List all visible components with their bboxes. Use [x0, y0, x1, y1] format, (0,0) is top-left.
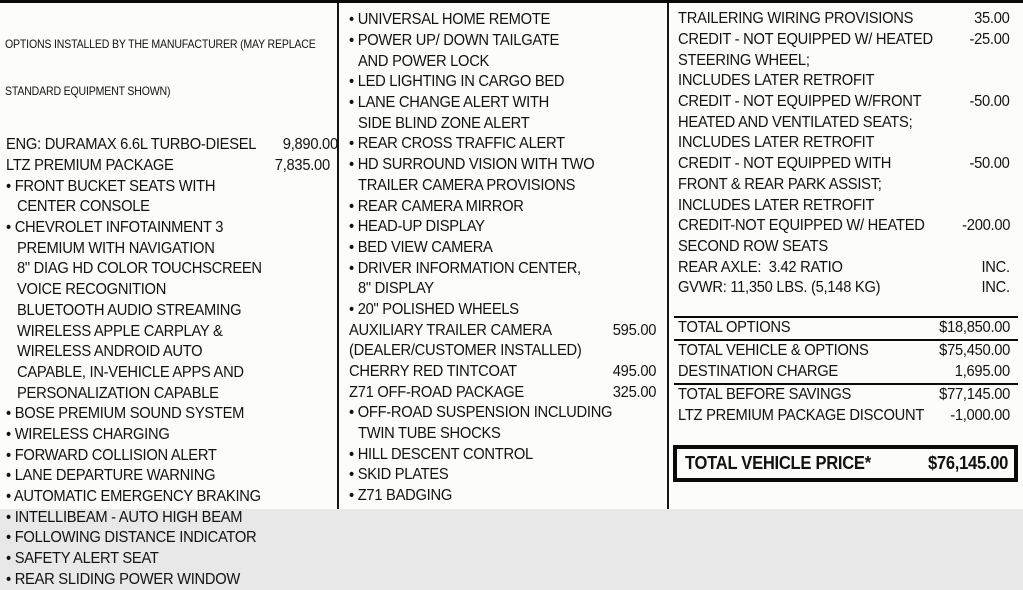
options-list-3 — [669, 3, 1023, 299]
option-text: • FRONT BUCKET SEATS WITH — [6, 177, 216, 195]
option-price: 595.00 — [613, 321, 657, 339]
option-text: • HD SURROUND VISION WITH TWO — [349, 156, 595, 174]
option-text: CREDIT - NOT EQUIPPED W/ HEATED — [677, 31, 933, 49]
option-text: CHERRY RED TINTCOAT — [349, 363, 517, 381]
option-line — [0, 156, 337, 177]
total-vehicle-options-label: TOTAL VEHICLE & OPTIONS — [677, 342, 869, 360]
option-line — [339, 155, 667, 176]
option-text: SIDE BLIND ZONE ALERT — [358, 114, 530, 132]
option-line — [669, 112, 1023, 133]
option-text: • REAR CAMERA MIRROR — [349, 197, 524, 215]
total-options-row — [674, 316, 1018, 341]
total-vehicle-options-value: $75,450.00 — [939, 342, 1010, 360]
option-text: • INTELLIBEAM - AUTO HIGH BEAM — [6, 508, 243, 526]
options-list-2 — [339, 3, 667, 507]
option-line — [339, 300, 667, 321]
option-text: • FOLLOWING DISTANCE INDICATOR — [6, 529, 257, 547]
destination-charge-row — [674, 362, 1018, 385]
ltz-discount-value: -1,000.00 — [950, 407, 1010, 425]
ltz-discount-row — [674, 406, 1018, 427]
option-line — [669, 278, 1023, 299]
option-line — [339, 444, 667, 465]
option-line — [669, 92, 1023, 113]
option-text: VOICE RECOGNITION — [17, 281, 167, 299]
option-line — [339, 196, 667, 217]
option-line — [0, 363, 337, 384]
option-text: WIRELESS ANDROID AUTO — [17, 343, 203, 361]
option-text: • UNIVERSAL HOME REMOTE — [349, 11, 551, 29]
option-text: 8" DIAG HD COLOR TOUCHSCREEN — [17, 260, 262, 278]
option-text: • BED VIEW CAMERA — [349, 238, 493, 256]
options-header-line1: OPTIONS INSTALLED BY THE MANUFACTURER (MAY REPLACE — [5, 37, 316, 51]
option-text: • SAFETY ALERT SEAT — [6, 550, 159, 568]
option-line — [669, 257, 1023, 278]
option-line — [0, 176, 337, 197]
option-price: INC. — [981, 279, 1010, 297]
option-text: REAR AXLE: 3.42 RATIO — [677, 258, 843, 276]
total-vehicle-price-box — [673, 445, 1018, 482]
option-price: 35.00 — [974, 10, 1010, 28]
destination-charge-label: DESTINATION CHARGE — [677, 363, 838, 381]
option-text: • LANE CHANGE ALERT WITH — [349, 94, 550, 112]
option-line — [669, 216, 1023, 237]
option-price: -50.00 — [969, 93, 1010, 111]
option-line — [339, 93, 667, 114]
options-column-1 — [0, 3, 339, 588]
option-text: • SKID PLATES — [349, 466, 449, 484]
option-line — [339, 279, 667, 300]
options-header-line2: STANDARD EQUIPMENT SHOWN) — [5, 83, 171, 98]
option-line — [669, 237, 1023, 258]
option-line — [339, 134, 667, 155]
option-text: • LED LIGHTING IN CARGO BED — [349, 73, 565, 91]
option-text: AUXILIARY TRAILER CAMERA — [349, 321, 552, 339]
option-line — [339, 382, 667, 403]
option-price: -50.00 — [969, 155, 1010, 173]
total-before-savings-label: TOTAL BEFORE SAVINGS — [677, 386, 851, 404]
options-column-3 — [669, 3, 1023, 509]
option-line — [0, 487, 337, 508]
option-text: Z71 OFF-ROAD PACKAGE — [349, 383, 524, 401]
option-line — [0, 425, 337, 446]
option-line — [339, 465, 667, 486]
option-text: • Z71 BADGING — [349, 487, 452, 505]
option-text: INCLUDES LATER RETROFIT — [677, 72, 874, 90]
total-vehicle-price-label: TOTAL VEHICLE PRICE* — [684, 452, 871, 473]
option-line — [339, 113, 667, 134]
option-line — [669, 133, 1023, 154]
totals-section — [674, 316, 1018, 427]
option-text: AND POWER LOCK — [358, 52, 490, 70]
option-line — [0, 404, 337, 425]
option-line — [0, 383, 337, 404]
option-text: ENG: DURAMAX 6.6L TURBO-DIESEL — [6, 136, 257, 154]
option-line — [339, 10, 667, 31]
option-text: LTZ PREMIUM PACKAGE — [6, 157, 174, 175]
option-line — [0, 259, 337, 280]
option-text: • WIRELESS CHARGING — [6, 425, 170, 443]
option-text: (DEALER/CUSTOMER INSTALLED) — [349, 342, 582, 360]
option-text: CREDIT - NOT EQUIPPED WITH — [677, 155, 891, 173]
total-vehicle-price-value: $76,145.00 — [927, 452, 1008, 473]
option-text: • OFF-ROAD SUSPENSION INCLUDING — [349, 404, 613, 422]
option-line — [0, 507, 337, 528]
option-text: • REAR CROSS TRAFFIC ALERT — [349, 135, 565, 153]
option-text: CENTER CONSOLE — [17, 198, 150, 216]
option-text: • AUTOMATIC EMERGENCY BRAKING — [6, 488, 261, 506]
option-text: TRAILERING WIRING PROVISIONS — [677, 10, 913, 28]
option-line — [0, 342, 337, 363]
option-text: • HEAD-UP DISPLAY — [349, 218, 485, 236]
option-line — [339, 486, 667, 507]
option-price: 7,835.00 — [274, 157, 330, 175]
option-line — [339, 31, 667, 52]
option-text: • POWER UP/ DOWN TAILGATE — [349, 32, 560, 50]
option-line — [669, 30, 1023, 51]
option-text: CREDIT - NOT EQUIPPED W/FRONT — [677, 93, 921, 111]
option-line — [0, 466, 337, 487]
option-line — [339, 362, 667, 383]
option-text: • REAR SLIDING POWER WINDOW — [6, 570, 241, 588]
total-options-label: TOTAL OPTIONS — [677, 319, 790, 337]
option-text: CREDIT-NOT EQUIPPED W/ HEATED — [677, 217, 925, 235]
option-text: HEATED AND VENTILATED SEATS; — [677, 113, 912, 131]
option-text: • 20" POLISHED WHEELS — [349, 300, 519, 318]
options-list-1 — [0, 135, 337, 590]
option-text: • LANE DEPARTURE WARNING — [6, 467, 216, 485]
option-line — [669, 50, 1023, 71]
option-text: PREMIUM WITH NAVIGATION — [17, 239, 215, 257]
option-text: • HILL DESCENT CONTROL — [349, 445, 533, 463]
option-text: SECOND ROW SEATS — [677, 237, 828, 255]
option-text: CAPABLE, IN-VEHICLE APPS AND — [17, 363, 244, 381]
option-text: • FORWARD COLLISION ALERT — [6, 446, 217, 464]
option-line — [0, 280, 337, 301]
total-options-value: $18,850.00 — [939, 319, 1010, 337]
option-line — [339, 424, 667, 445]
option-text: STEERING WHEEL; — [677, 51, 810, 69]
option-text: FRONT & REAR PARK ASSIST; — [677, 175, 882, 193]
option-line — [669, 195, 1023, 216]
option-text: INCLUDES LATER RETROFIT — [677, 196, 874, 214]
option-line — [0, 135, 337, 156]
option-price: 9,890.00 — [282, 136, 338, 154]
option-text: • DRIVER INFORMATION CENTER, — [349, 259, 581, 277]
option-line — [339, 217, 667, 238]
option-line — [339, 341, 667, 362]
option-line — [0, 569, 337, 590]
total-before-savings-value: $77,145.00 — [939, 386, 1010, 404]
option-line — [669, 175, 1023, 196]
options-column-2 — [339, 3, 669, 509]
option-line — [0, 528, 337, 549]
option-line — [0, 321, 337, 342]
option-price: -25.00 — [969, 31, 1010, 49]
option-line — [339, 176, 667, 197]
ltz-discount-label: LTZ PREMIUM PACKAGE DISCOUNT — [677, 407, 924, 425]
option-line — [339, 320, 667, 341]
option-line — [0, 197, 337, 218]
option-line — [0, 238, 337, 259]
option-text: BLUETOOTH AUDIO STREAMING — [17, 301, 242, 319]
option-line — [339, 403, 667, 424]
destination-charge-value: 1,695.00 — [954, 363, 1010, 381]
options-header — [0, 3, 337, 130]
option-text: TWIN TUBE SHOCKS — [358, 425, 501, 443]
option-line — [339, 258, 667, 279]
option-line — [0, 549, 337, 570]
option-price: 325.00 — [613, 383, 657, 401]
option-text: INCLUDES LATER RETROFIT — [677, 134, 874, 152]
option-text: PERSONALIZATION CAPABLE — [17, 384, 219, 402]
total-vehicle-options-row — [674, 341, 1018, 362]
option-text: 8" DISPLAY — [358, 280, 434, 298]
option-text: • CHEVROLET INFOTAINMENT 3 — [6, 219, 224, 237]
option-line — [339, 238, 667, 259]
option-text: • BOSE PREMIUM SOUND SYSTEM — [6, 405, 245, 423]
option-price: 495.00 — [613, 363, 657, 381]
option-text: TRAILER CAMERA PROVISIONS — [358, 176, 576, 194]
option-text: GVWR: 11,350 LBS. (5,148 KG) — [677, 279, 880, 297]
option-text: WIRELESS APPLE CARPLAY & — [17, 322, 223, 340]
option-line — [0, 301, 337, 322]
option-line — [669, 71, 1023, 92]
option-line — [339, 72, 667, 93]
option-line — [339, 51, 667, 72]
option-line — [0, 218, 337, 239]
option-line — [669, 154, 1023, 175]
option-price: -200.00 — [962, 217, 1010, 235]
total-before-savings-row — [674, 385, 1018, 406]
option-line — [669, 9, 1023, 30]
option-price: INC. — [981, 258, 1010, 276]
option-line — [0, 445, 337, 466]
